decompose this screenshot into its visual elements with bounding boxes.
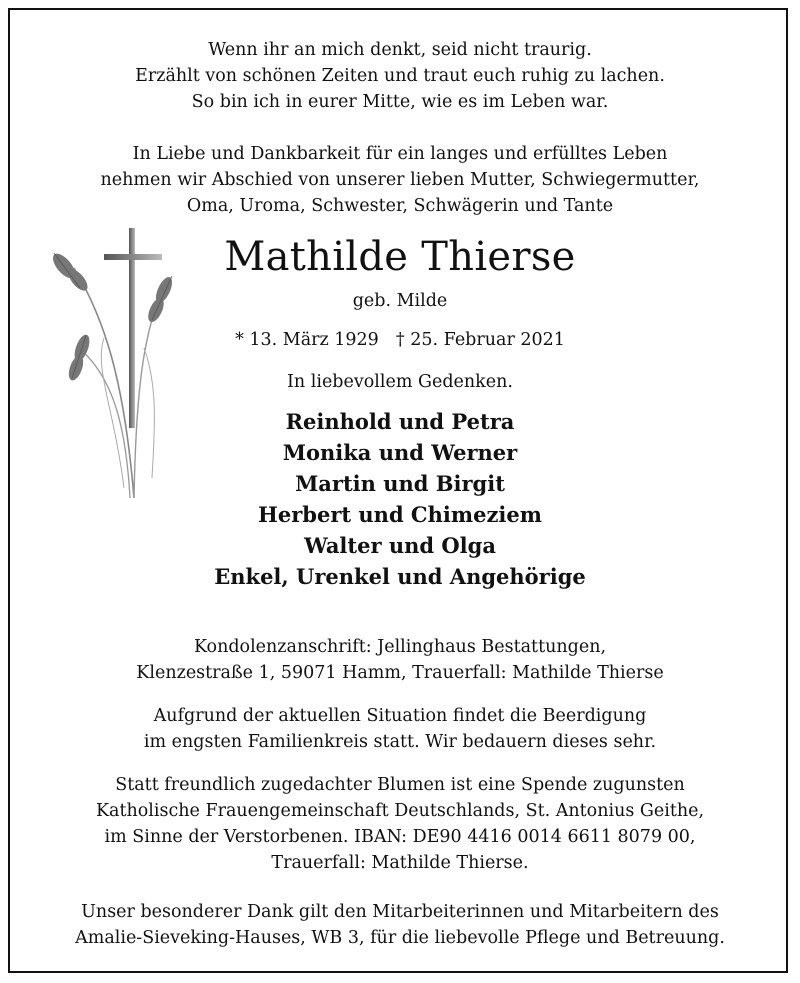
mourner: Reinhold und Petra bbox=[285, 409, 515, 434]
funeral-line: im engsten Familienkreis statt. Wir bedauern dieses sehr. bbox=[143, 732, 657, 752]
poem-line: Erzählt von schönen Zeiten und traut euch ruhig zu lachen. bbox=[135, 66, 665, 86]
condolence-line: Klenzestraße 1, 59071 Hamm, Trauerfall: Mathilde Thierse bbox=[136, 663, 664, 683]
intro-line: Oma, Uroma, Schwester, Schwägerin und Tante bbox=[186, 196, 614, 216]
poem bbox=[0, 37, 800, 115]
mourners-list bbox=[0, 406, 800, 592]
poem-line: So bin ich in eurer Mitte, wie es im Leben war. bbox=[191, 92, 609, 112]
mourner: Herbert und Chimeziem bbox=[258, 502, 542, 527]
birth-name: geb. Milde bbox=[352, 291, 448, 311]
mourner: Monika und Werner bbox=[282, 440, 518, 465]
condolence-address bbox=[0, 634, 800, 686]
funeral-line: Aufgrund der aktuellen Situation findet die Beerdigung bbox=[153, 706, 647, 726]
poem-line: Wenn ihr an mich denkt, seid nicht traurig. bbox=[208, 40, 592, 60]
intro-line: nehmen wir Abschied von unserer lieben Mutter, Schwiegermutter, bbox=[100, 170, 700, 190]
donation-line: im Sinne der Verstorbenen. IBAN: DE90 4416 0014 6611 8079 00, bbox=[104, 827, 696, 847]
thanks-line: Amalie-Sieveking-Hauses, WB 3, für die liebevolle Pflege und Betreuung. bbox=[75, 928, 725, 948]
intro-text bbox=[0, 141, 800, 219]
intro-line: In Liebe und Dankbarkeit für ein langes und erfülltes Leben bbox=[132, 144, 668, 164]
donation-note bbox=[0, 772, 800, 876]
donation-line: Trauerfall: Mathilde Thierse. bbox=[271, 853, 529, 873]
mourner: Enkel, Urenkel und Angehörige bbox=[214, 564, 586, 589]
mourner: Walter und Olga bbox=[304, 533, 496, 558]
death-date: † 25. Februar 2021 bbox=[395, 330, 565, 350]
funeral-note bbox=[0, 703, 800, 755]
birth-name-block bbox=[0, 288, 800, 314]
memorial-phrase-block bbox=[0, 369, 800, 395]
life-dates bbox=[0, 327, 800, 353]
thanks-line: Unser besonderer Dank gilt den Mitarbeiterinnen und Mitarbeitern des bbox=[81, 902, 719, 922]
thanks-note bbox=[0, 899, 800, 951]
donation-line: Katholische Frauengemeinschaft Deutschlands, St. Antonius Geithe, bbox=[95, 801, 705, 821]
deceased-name: Mathilde Thierse bbox=[224, 234, 576, 280]
deceased-block bbox=[0, 235, 800, 279]
memorial-phrase: In liebevollem Gedenken. bbox=[287, 372, 513, 392]
donation-line: Statt freundlich zugedachter Blumen ist eine Spende zugunsten bbox=[115, 775, 685, 795]
mourner: Martin und Birgit bbox=[295, 471, 505, 496]
birth-date: * 13. März 1929 bbox=[235, 330, 379, 350]
condolence-line: Kondolenzanschrift: Jellinghaus Bestattungen, bbox=[193, 637, 607, 657]
